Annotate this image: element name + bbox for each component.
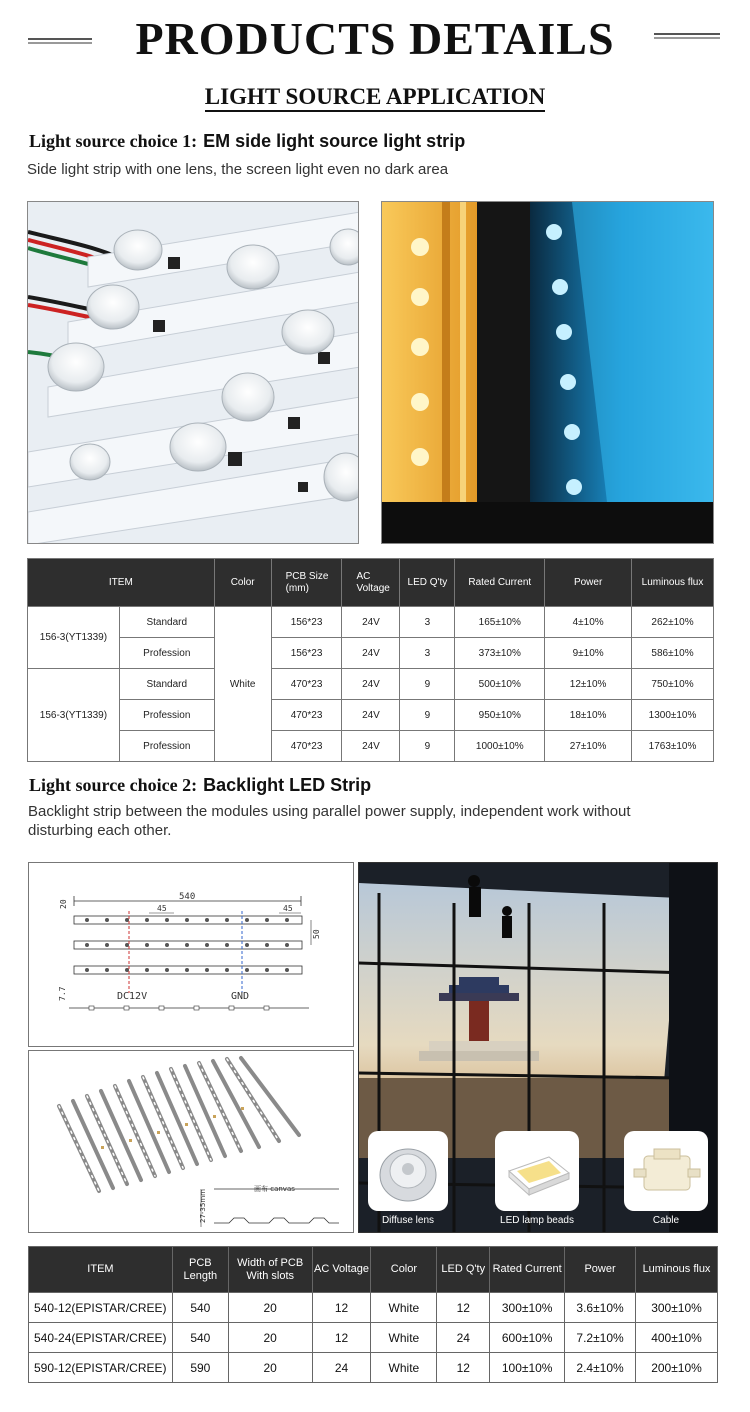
choice1-name: EM side light source light strip: [203, 131, 466, 151]
table1-grade-cell: Profession: [119, 700, 214, 731]
table1-current-cell: 500±10%: [455, 669, 545, 700]
table2-item-cell: 540-12(EPISTAR/CREE): [29, 1293, 173, 1323]
table2-power-cell: 2.4±10%: [565, 1353, 636, 1383]
table2-pcb-length-cell: 540: [172, 1293, 228, 1323]
table2-header-pcb-length: PCB Length: [172, 1247, 228, 1293]
dc12v-label: DC12V: [117, 991, 148, 1002]
table1-led-cell: 9: [400, 669, 455, 700]
table1-flux-cell: 262±10%: [632, 607, 714, 638]
table2-item-cell: 540-24(EPISTAR/CREE): [29, 1323, 173, 1353]
choice1-label: Light source choice 1:: [29, 131, 198, 151]
table1-power-cell: 4±10%: [545, 607, 632, 638]
table-row: [28, 700, 714, 731]
table1-model-cell: 156-3(YT1339): [28, 669, 120, 762]
table2-item-cell: 590-12(EPISTAR/CREE): [29, 1353, 173, 1383]
table1-ac-cell: 24V: [342, 638, 400, 669]
table1-header-ac: AC Voltage: [342, 559, 400, 607]
thumb-led-lamp-beads: [495, 1131, 579, 1229]
table2-flux-cell: 300±10%: [636, 1293, 718, 1323]
table-row: [29, 1323, 718, 1353]
canvas-label: 画布 canvas: [254, 1185, 295, 1193]
table1-grade-cell: Profession: [119, 638, 214, 669]
thumb-caption-cable: Cable: [652, 1215, 680, 1226]
gnd-label: GND: [231, 991, 250, 1002]
diffuse-lens-image: [368, 1131, 448, 1211]
table1-header-led: LED Q'ty: [400, 559, 455, 607]
table1-led-cell: 3: [400, 607, 455, 638]
table1-current-cell: 1000±10%: [455, 731, 545, 762]
table-row: [28, 669, 714, 700]
table1-header-color: Color: [214, 559, 271, 607]
table-row: [29, 1353, 718, 1383]
table1-flux-cell: 586±10%: [632, 638, 714, 669]
table1-current-cell: 950±10%: [455, 700, 545, 731]
table2-header-width: Width of PCB With slots: [228, 1247, 312, 1293]
table1-ac-cell: 24V: [342, 700, 400, 731]
table2-color-cell: White: [371, 1323, 437, 1353]
table1-ac-cell: 24V: [342, 669, 400, 700]
table1-flux-cell: 1763±10%: [632, 731, 714, 762]
table1-pcb-cell: 470*23: [271, 669, 342, 700]
table2-current-cell: 100±10%: [490, 1353, 565, 1383]
section-subtitle-text: LIGHT SOURCE APPLICATION: [205, 84, 545, 112]
installation-photo: [358, 862, 718, 1233]
table1-led-cell: 3: [400, 638, 455, 669]
table1-power-cell: 12±10%: [545, 669, 632, 700]
led-lamp-beads-image: [495, 1131, 579, 1211]
table-row: [29, 1293, 718, 1323]
table1-model-cell: 156-3(YT1339): [28, 607, 120, 669]
choice1-heading: [29, 131, 465, 152]
table1-header-power: Power: [545, 559, 632, 607]
table1-ac-cell: 24V: [342, 731, 400, 762]
lightbox-glow-photo: [381, 201, 714, 544]
choice2-label: Light source choice 2:: [29, 775, 198, 795]
table1-color-cell: White: [214, 607, 271, 762]
table2-power-cell: 7.2±10%: [565, 1323, 636, 1353]
backlight-strip-spec-table: [28, 1246, 718, 1383]
table2-width-cell: 20: [228, 1323, 312, 1353]
table-row: [28, 731, 714, 762]
dim-height-label: 20: [59, 899, 68, 909]
table2-ac-cell: 12: [312, 1323, 371, 1353]
table2-led-cell: 12: [437, 1293, 490, 1323]
table2-header-ac: AC Voltage: [312, 1247, 371, 1293]
cable-image: [624, 1131, 708, 1211]
table2-flux-cell: 400±10%: [636, 1323, 718, 1353]
choice1-description: Side light strip with one lens, the screen light even no dark area: [27, 161, 449, 178]
thumb-caption-beads: LED lamp beads: [500, 1215, 574, 1226]
table1-flux-cell: 1300±10%: [632, 700, 714, 731]
table1-header-pcb: PCB Size (mm): [271, 559, 342, 607]
table2-ac-cell: 12: [312, 1293, 371, 1323]
table2-color-cell: White: [371, 1293, 437, 1323]
table2-color-cell: White: [371, 1353, 437, 1383]
table2-header-flux: Luminous flux: [636, 1247, 718, 1293]
table1-header-flux: Luminous flux: [632, 559, 714, 607]
section-subtitle: [0, 84, 750, 110]
table-row: [28, 607, 714, 638]
thumb-diffuse-lens: [368, 1131, 448, 1229]
table2-header-row: [29, 1247, 718, 1293]
title-decoration-right: [654, 33, 720, 39]
backlight-strip-canvas-diagram: [28, 1050, 354, 1233]
dim-length-label: 540: [179, 892, 196, 902]
table2-ac-cell: 24: [312, 1353, 371, 1383]
canvas-dim-label: 27-35mm: [199, 1189, 207, 1223]
table1-grade-cell: Standard: [119, 607, 214, 638]
table2-header-led: LED Q'ty: [437, 1247, 490, 1293]
table1-current-cell: 165±10%: [455, 607, 545, 638]
table1-pcb-cell: 156*23: [271, 638, 342, 669]
em-strip-spec-table: [27, 558, 714, 762]
table2-width-cell: 20: [228, 1293, 312, 1323]
choice2-name: Backlight LED Strip: [203, 775, 372, 795]
choice2-description-line2: disturbing each other.: [28, 822, 172, 839]
table1-power-cell: 27±10%: [545, 731, 632, 762]
choice2-description-line1: Backlight strip between the modules using parallel power supply, independent work without: [28, 803, 631, 820]
table2-power-cell: 3.6±10%: [565, 1293, 636, 1323]
table-row: [28, 638, 714, 669]
table1-flux-cell: 750±10%: [632, 669, 714, 700]
backlight-strip-dimension-diagram: [28, 862, 354, 1047]
thumb-caption-lens: Diffuse lens: [381, 1215, 435, 1226]
table2-header-current: Rated Current: [490, 1247, 565, 1293]
table2-flux-cell: 200±10%: [636, 1353, 718, 1383]
side-light-strip-photo: [27, 201, 359, 544]
table1-led-cell: 9: [400, 731, 455, 762]
page-title: PRODUCTS DETAILS: [135, 13, 615, 64]
table2-led-cell: 24: [437, 1323, 490, 1353]
table2-header-power: Power: [565, 1247, 636, 1293]
choice2-heading: [29, 775, 371, 796]
table2-led-cell: 12: [437, 1353, 490, 1383]
table2-pcb-length-cell: 540: [172, 1323, 228, 1353]
dim-spacing-left-label: 45: [157, 904, 167, 913]
dim-bottom-label: 7.7: [58, 986, 67, 1001]
table1-ac-cell: 24V: [342, 607, 400, 638]
table2-pcb-length-cell: 590: [172, 1353, 228, 1383]
thumb-cable: [624, 1131, 708, 1229]
table1-grade-cell: Standard: [119, 669, 214, 700]
table1-led-cell: 9: [400, 700, 455, 731]
table2-current-cell: 600±10%: [490, 1323, 565, 1353]
table1-header-item: ITEM: [28, 559, 215, 607]
table1-pcb-cell: 470*23: [271, 731, 342, 762]
table1-power-cell: 18±10%: [545, 700, 632, 731]
dim-spacing-right-label: 45: [283, 904, 293, 913]
table1-power-cell: 9±10%: [545, 638, 632, 669]
dim-row-gap-label: 50: [312, 929, 321, 939]
table2-width-cell: 20: [228, 1353, 312, 1383]
table2-current-cell: 300±10%: [490, 1293, 565, 1323]
table1-pcb-cell: 156*23: [271, 607, 342, 638]
table2-header-color: Color: [371, 1247, 437, 1293]
table2-header-item: ITEM: [29, 1247, 173, 1293]
table1-header-row: [28, 559, 714, 607]
table1-header-current: Rated Current: [455, 559, 545, 607]
table1-pcb-cell: 470*23: [271, 700, 342, 731]
table1-current-cell: 373±10%: [455, 638, 545, 669]
table1-grade-cell: Profession: [119, 731, 214, 762]
